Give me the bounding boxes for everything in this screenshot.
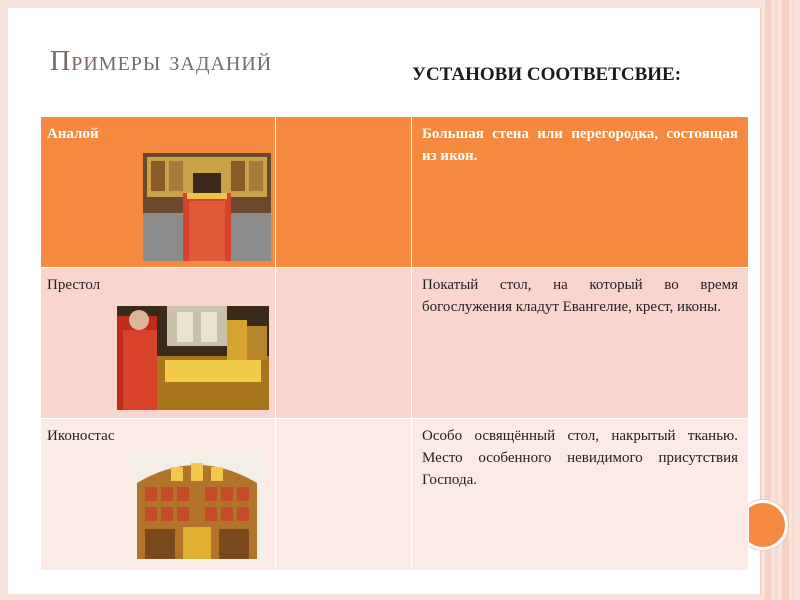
- decor-stripe: [792, 0, 795, 600]
- description-cell: Покатый стол, на который во время богослужения кладут Евангелие, крест, иконы.: [412, 268, 749, 418]
- term-cell: [41, 117, 276, 268]
- slide-title: Примеры заданий: [50, 46, 273, 77]
- prestol-image: [117, 306, 269, 410]
- ikonostas-image: [131, 453, 263, 561]
- table-row: [41, 117, 749, 268]
- term-label: Аналой: [47, 126, 99, 142]
- term-label: Иконостас: [47, 427, 115, 444]
- description-cell: Большая стена или перегородка, состоящая из икон.: [412, 117, 749, 268]
- answer-cell[interactable]: [276, 418, 412, 570]
- description-cell: Особо освящённый стол, накрытый тканью. Место особенного невидимого присутствия Господа.: [412, 418, 749, 570]
- matching-table: [40, 116, 749, 571]
- term-cell: [41, 418, 276, 570]
- analoy-image: [143, 153, 271, 261]
- term-label: Престол: [47, 277, 101, 294]
- answer-cell[interactable]: [276, 117, 412, 268]
- term-cell: [41, 268, 276, 418]
- answer-cell[interactable]: [276, 268, 412, 418]
- table-row: [41, 418, 749, 570]
- slide-subtitle: УСТАНОВИ СООТВЕТСВИЕ:: [412, 64, 682, 85]
- table-row: [41, 268, 749, 418]
